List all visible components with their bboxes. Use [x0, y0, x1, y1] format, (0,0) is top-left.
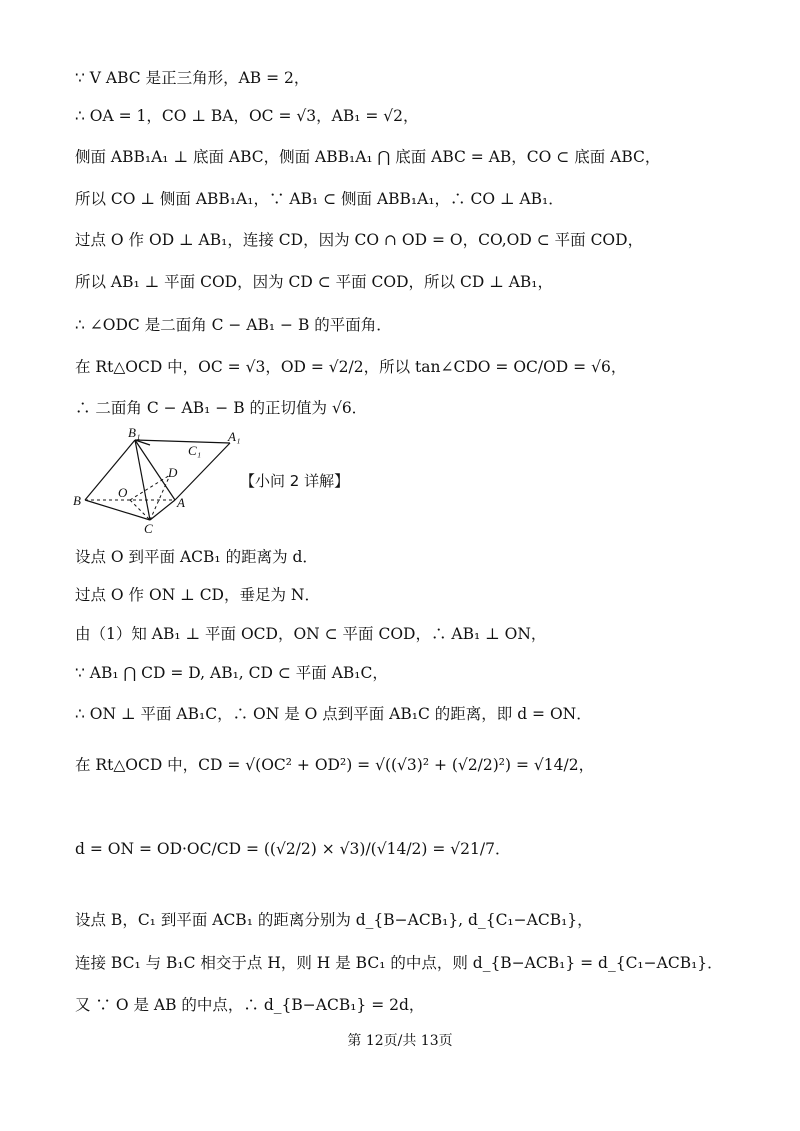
line-3: 侧面 ABB₁A₁ ⊥ 底面 ABC，侧面 ABB₁A₁ ⋂ 底面 ABC = AB，CO ⊂ 底面 ABC， — [75, 148, 661, 166]
label-A: A — [177, 495, 185, 510]
line-14: ∴ ON ⊥ 平面 AB₁C，∴ ON 是 O 点到平面 AB₁C 的距离，即 d = ON． — [75, 705, 592, 723]
line-8: 在 Rt△OCD 中，OC = √3，OD = √2/2，所以 tan∠CDO = OC/OD = √6， — [75, 358, 627, 376]
section-label: 【小问 2 详解】 — [240, 472, 350, 490]
label-B1: B₁ — [128, 425, 141, 440]
label-O: O — [118, 485, 128, 500]
line-10: 设点 O 到平面 ACB₁ 的距离为 d． — [75, 548, 318, 566]
line-18: 连接 BC₁ 与 B₁C 相交于点 H，则 H 是 BC₁ 的中点，则 d_{B−ACB₁} = d_{C₁−ACB₁}． — [75, 954, 723, 972]
line-9: ∴ 二面角 C − AB₁ − B 的正切值为 √6． — [75, 399, 368, 417]
line-13: ∵ AB₁ ⋂ CD = D, AB₁, CD ⊂ 平面 AB₁C， — [75, 664, 388, 682]
page-footer: 第 12页/共 13页 — [347, 1033, 453, 1049]
label-C1: C₁ — [188, 443, 202, 458]
label-D: D — [168, 465, 178, 480]
line-1: ∵ V ABC 是正三角形，AB = 2， — [75, 69, 310, 87]
line-11: 过点 O 作 ON ⊥ CD，垂足为 N． — [75, 586, 320, 604]
line-2: ∴ OA = 1，CO ⊥ BA，OC = √3，AB₁ = √2， — [75, 107, 419, 125]
line-4: 所以 CO ⊥ 侧面 ABB₁A₁，∵ AB₁ ⊂ 侧面 ABB₁A₁，∴ CO ⊥ AB₁． — [75, 190, 564, 208]
line-15: 在 Rt△OCD 中，CD = √(OC² + OD²) = √((√3)² + (√2/2)²) = √14/2， — [75, 756, 595, 774]
label-B: B — [73, 493, 81, 508]
line-12: 由（1）知 AB₁ ⊥ 平面 OCD，ON ⊂ 平面 COD，∴ AB₁ ⊥ ON， — [75, 625, 547, 643]
line-6: 所以 AB₁ ⊥ 平面 COD，因为 CD ⊂ 平面 COD，所以 CD ⊥ AB₁， — [75, 273, 553, 291]
line-19: 又 ∵ O 是 AB 的中点，∴ d_{B−ACB₁} = 2d， — [75, 996, 425, 1014]
line-5: 过点 O 作 OD ⊥ AB₁，连接 CD，因为 CO ∩ OD = O，CO,OD ⊂ 平面 COD， — [75, 231, 644, 249]
label-C: C — [144, 521, 153, 535]
label-A1: A₁ — [228, 429, 241, 444]
geometry-figure — [70, 425, 250, 535]
line-17: 设点 B，C₁ 到平面 ACB₁ 的距离分别为 d_{B−ACB₁}, d_{C₁−ACB₁}， — [75, 911, 593, 929]
line-7: ∴ ∠ODC 是二面角 C − AB₁ − B 的平面角． — [75, 316, 392, 334]
line-16: d = ON = OD·OC/CD = ((√2/2) × √3)/(√14/2) = √21/7． — [75, 840, 511, 858]
